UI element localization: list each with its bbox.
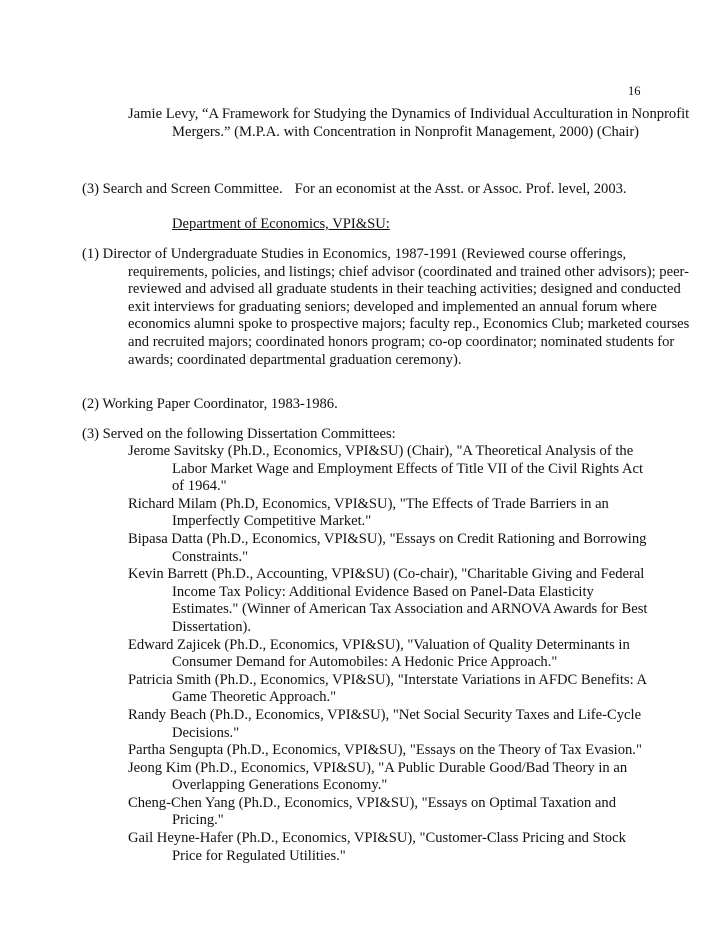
- committee-entry: Cheng-Chen Yang (Ph.D., Economics, VPI&SU), "Essays on Optimal Taxation and Pricing.": [128, 794, 616, 829]
- committee-entry: Gail Heyne-Hafer (Ph.D., Economics, VPI&SU), "Customer-Class Pricing and Stock Price for Regulated Utilities.": [128, 830, 626, 864]
- page-number: 16: [628, 84, 641, 98]
- committee-entry: Jerome Savitsky (Ph.D., Economics, VPI&SU) (Chair), "A Theoretical Analysis of the Labor Market Wage and Employment Effects of Title VII of the Civil Rights Act of 1964.": [128, 443, 644, 495]
- committee-list: [82, 443, 657, 865]
- department-heading: [82, 216, 728, 234]
- search-committee-label: (3) Search and Screen Committee.: [82, 181, 283, 197]
- committee-entry: Richard Milam (Ph.D, Economics, VPI&SU), "The Effects of Trade Barriers in an Imperfectly Competitive Market.": [128, 495, 609, 530]
- search-committee-item: [82, 181, 657, 199]
- committee-entry: Bipasa Datta (Ph.D., Economics, VPI&SU), "Essays on Credit Rationing and Borrowing Constraints.": [128, 530, 647, 565]
- dissertation-heading: (3) Served on the following Dissertation Committees:: [82, 426, 396, 442]
- working-paper-item: (2) Working Paper Coordinator, 1983-1986.: [82, 396, 338, 412]
- committee-entry: Jeong Kim (Ph.D., Economics, VPI&SU), "A Public Durable Good/Bad Theory in an Overlapping Generations Economy.": [128, 759, 628, 794]
- committee-entry: Edward Zajicek (Ph.D., Economics, VPI&SU), "Valuation of Quality Determinants in Consumer Demand for Automobiles: A Hedonic Price Approach.": [128, 636, 630, 671]
- levy-entry: Jamie Levy, “A Framework for Studying the Dynamics of Individual Acculturation in Nonprofit Mergers.” (M.P.A. with Concentration in Nonprofit Management, 2000) (Chair): [128, 106, 690, 140]
- department-heading-text: Department of Economics, VPI&SU:: [172, 216, 390, 232]
- director-item: (1) Director of Undergraduate Studies in Economics, 1987-1991 (Reviewed course offerings, requirements, policies, and listings; chief advisor (coordinated and trained other advisors); peer-reviewed and advised all graduate students in their teaching activities; designed and conducted exit interviews for graduating seniors; developed and implemented an annual forum where economics alumni spoke to prospective majors; faculty rep., Economics Club; marketed courses and recruited majors; coordinated honors program; co-op coordinator; nominated students for awards; coordinated departmental graduation ceremony).: [82, 246, 690, 368]
- committee-entry: Randy Beach (Ph.D., Economics, VPI&SU), "Net Social Security Taxes and Life-Cycle Decisions.": [128, 706, 642, 741]
- search-committee-detail: For an economist at the Asst. or Assoc. Prof. level, 2003.: [294, 181, 627, 197]
- committee-entry: Kevin Barrett (Ph.D., Accounting, VPI&SU) (Co-chair), "Charitable Giving and Federal Income Tax Policy: Additional Evidence Based on Panel-Data Elasticity Estimates." (Winner of American Tax Association and ARNOVA Awards for Best Dissertation).: [128, 566, 648, 635]
- committee-entry: Patricia Smith (Ph.D., Economics, VPI&SU), "Interstate Variations in AFDC Benefits: A Game Theoretic Approach.": [128, 671, 647, 706]
- committee-entry: Partha Sengupta (Ph.D., Economics, VPI&SU), "Essays on the Theory of Tax Evasion.": [128, 742, 642, 759]
